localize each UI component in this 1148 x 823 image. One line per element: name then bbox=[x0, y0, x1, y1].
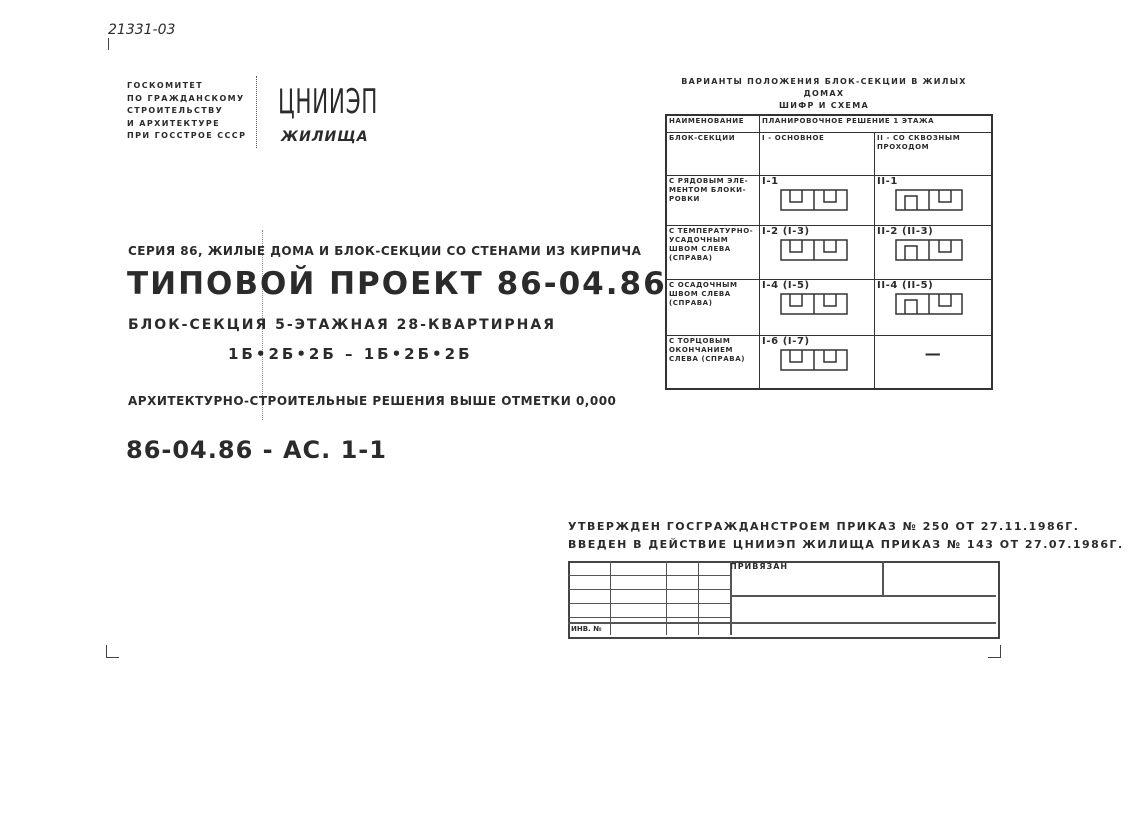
inventory-number-label: ИНВ. № bbox=[571, 625, 602, 633]
plan-cell bbox=[760, 279, 875, 335]
variants-title-line2: ШИФР И СХЕМА bbox=[779, 101, 869, 110]
empty-variant-cell bbox=[875, 335, 993, 389]
table-row bbox=[666, 225, 992, 279]
plan-cell bbox=[760, 335, 875, 389]
stamp-line bbox=[568, 617, 730, 618]
plan-scheme-icon bbox=[895, 290, 963, 316]
row-name: С ОСАДОЧНЫМ ШВОМ СЛЕВА (СПРАВА) bbox=[666, 279, 760, 335]
plan-cell bbox=[875, 175, 993, 225]
variants-table bbox=[665, 114, 993, 390]
crop-mark bbox=[106, 645, 119, 658]
plan-code: I-4 (I-5) bbox=[762, 279, 810, 291]
table-subheader-row bbox=[666, 133, 992, 176]
institute-logo: ЦНИИЭП bbox=[278, 82, 379, 122]
plan-scheme-icon bbox=[780, 236, 848, 262]
org-line: ГОСКОМИТЕТ bbox=[127, 81, 204, 90]
plan-cell bbox=[760, 175, 875, 225]
header-name: НАИМЕНОВАНИЕ bbox=[666, 115, 760, 133]
variants-title bbox=[664, 76, 984, 112]
project-subtitle: БЛОК-СЕКЦИЯ 5-ЭТАЖНАЯ 28-КВАРТИРНАЯ bbox=[128, 317, 557, 333]
stamp-line bbox=[698, 561, 699, 635]
plan-code: I-2 (I-3) bbox=[762, 225, 810, 237]
stamp-line bbox=[568, 589, 730, 590]
table-row bbox=[666, 335, 992, 389]
stamp-line bbox=[568, 603, 730, 604]
crop-mark bbox=[988, 645, 1001, 658]
org-line: СТРОИТЕЛЬСТВУ bbox=[127, 106, 224, 115]
plan-code: II-4 (II-5) bbox=[877, 279, 934, 291]
header-plan: ПЛАНИРОВОЧНОЕ РЕШЕНИЕ 1 ЭТАЖА bbox=[760, 115, 993, 133]
stamp-line bbox=[568, 575, 730, 576]
header-col1: I - ОСНОВНОЕ bbox=[760, 133, 875, 176]
table-header-row bbox=[666, 115, 992, 133]
plan-cell bbox=[875, 279, 993, 335]
header-col2: II - СО СКВОЗНЫМ ПРОХОДОМ bbox=[875, 133, 993, 176]
row-name: С ТЕМПЕРАТУРНО-УСАДОЧНЫМ ШВОМ СЛЕВА (СПРАВА) bbox=[666, 225, 760, 279]
plan-cell bbox=[760, 225, 875, 279]
row-name: С ТОРЦОВЫМ ОКОНЧАНИЕМ СЛЕВА (СПРАВА) bbox=[666, 335, 760, 389]
plan-cell bbox=[875, 225, 993, 279]
approval-line: УТВЕРЖДЕН ГОСГРАЖДАНСТРОЕМ ПРИКАЗ № 250 ОТ 27.11.1986Г. bbox=[568, 520, 1080, 533]
plan-scheme-icon bbox=[780, 346, 848, 372]
stamp-line bbox=[666, 561, 667, 635]
plan-scheme-icon bbox=[780, 290, 848, 316]
plan-code: II-1 bbox=[877, 175, 898, 187]
org-divider bbox=[256, 76, 257, 148]
project-title: ТИПОВОЙ ПРОЕКТ 86-04.86 bbox=[127, 266, 667, 302]
plan-code: I-1 bbox=[762, 175, 779, 187]
org-line: ПО ГРАЖДАНСКОМУ bbox=[127, 93, 245, 103]
stamp-line bbox=[568, 622, 996, 624]
title-stamp bbox=[568, 561, 1000, 639]
institute-logo-subtitle: ЖИЛИЩА bbox=[281, 129, 369, 145]
row-name: С РЯДОВЫМ ЭЛЕ-МЕНТОМ БЛОКИ-РОВКИ bbox=[666, 175, 760, 225]
empty-variant-dash: — bbox=[924, 343, 942, 363]
plan-code: II-2 (II-3) bbox=[877, 225, 934, 237]
table-row bbox=[666, 279, 992, 335]
stamp-label: ПРИВЯЗАН bbox=[730, 562, 789, 571]
series-line: СЕРИЯ 86, ЖИЛЫЕ ДОМА И БЛОК-СЕКЦИИ СО СТЕНАМИ ИЗ КИРПИЧА bbox=[128, 244, 642, 258]
plan-scheme-icon bbox=[895, 186, 963, 212]
plan-scheme-icon bbox=[780, 186, 848, 212]
stamp-line bbox=[730, 595, 996, 597]
organization-block bbox=[127, 80, 246, 143]
document-number: 21331-03 bbox=[108, 22, 176, 38]
number-underline-mark bbox=[108, 38, 109, 50]
plan-scheme-icon bbox=[895, 236, 963, 262]
solution-description: АРХИТЕКТУРНО-СТРОИТЕЛЬНЫЕ РЕШЕНИЯ ВЫШЕ ОТМЕТКИ 0,000 bbox=[128, 394, 617, 408]
header-section: БЛОК-СЕКЦИИ bbox=[666, 133, 760, 176]
org-line: И АРХИТЕКТУРЕ bbox=[127, 118, 221, 128]
variants-title-line1: ВАРИАНТЫ ПОЛОЖЕНИЯ БЛОК-СЕКЦИИ В ЖИЛЫХ ДОМАХ bbox=[681, 77, 967, 98]
section-codes: 1Б•2Б•2Б – 1Б•2Б•2Б bbox=[228, 345, 473, 363]
org-line: ПРИ ГОССТРОЕ СССР bbox=[127, 131, 247, 140]
sheet-code: 86-04.86 - АС. 1-1 bbox=[126, 436, 387, 464]
plan-code: I-6 (I-7) bbox=[762, 335, 810, 347]
stamp-line bbox=[882, 561, 884, 595]
stamp-line bbox=[730, 561, 732, 635]
stamp-line bbox=[610, 561, 611, 635]
table-row bbox=[666, 175, 992, 225]
introduction-line: ВВЕДЕН В ДЕЙСТВИЕ ЦНИИЭП ЖИЛИЩА ПРИКАЗ № 143 ОТ 27.07.1986Г. bbox=[568, 538, 1124, 551]
